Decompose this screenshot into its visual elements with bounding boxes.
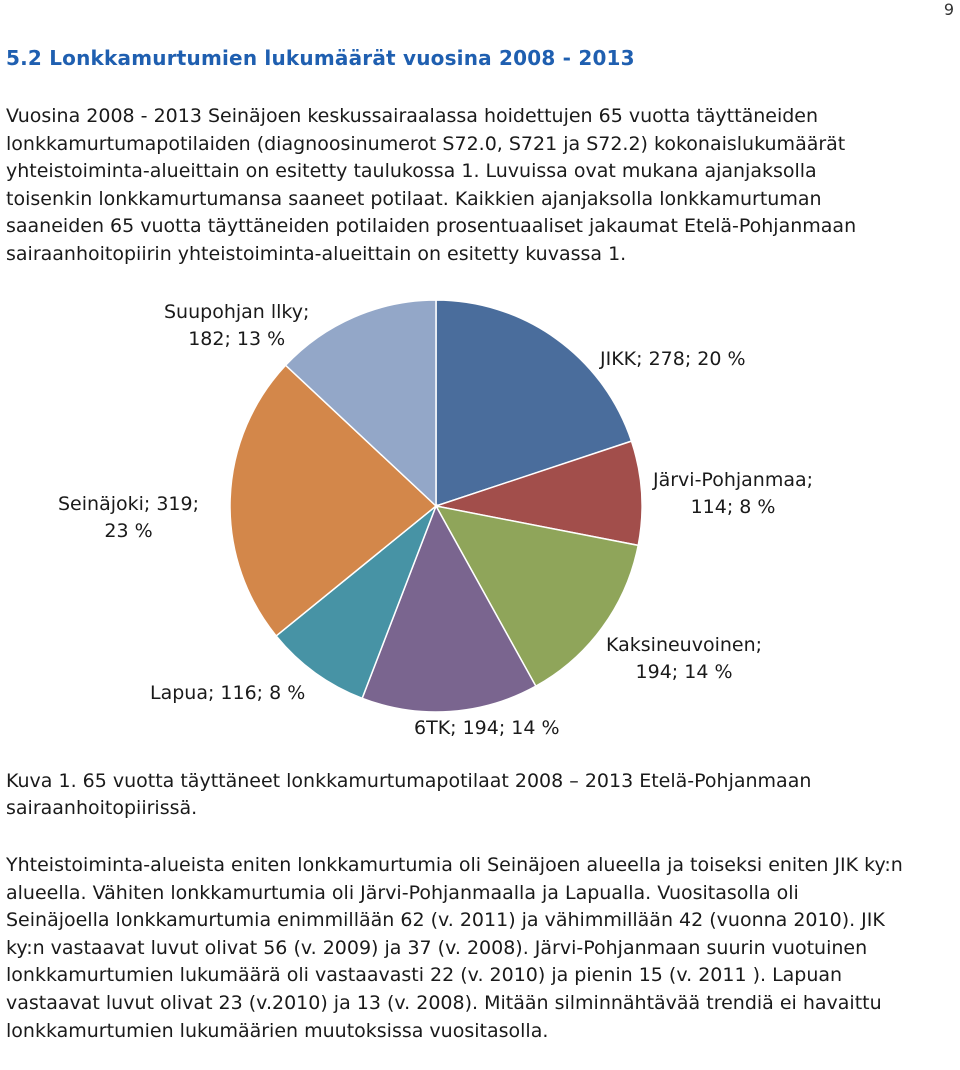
intro-paragraph: Vuosina 2008 - 2013 Seinäjoen keskussairaalassa hoidettujen 65 vuotta täyttäneiden lonkkamurtumapotilaiden (diagnoosinumerot S72.0, S721 ja S72.2) kokonaislukumäärät yhteistoiminta-alueittain on esitetty taulukossa 1. Luvuissa ovat mukana ajanjaksolla toisenkin lonkkamurtumansa saaneet potilaat. Kaikkien ajanjaksolla lonkkamurtuman saaneiden 65 vuotta täyttäneiden potilaiden prosentuaaliset jakaumat Etelä-Pohjanmaan sairaanhoitopiirin yhteistoiminta-alueittain on esitetty kuvassa 1. — [6, 105, 857, 265]
slice-label-jikk: JIKK; 278; 20 % — [600, 348, 746, 370]
slice-label-jarvi-pohjanmaa: Järvi-Pohjanmaa; 114; 8 % — [653, 469, 814, 518]
slice-label-kaksineuvoinen: Kaksineuvoinen; 194; 14 % — [606, 634, 763, 683]
page-number: 9 — [943, 0, 954, 19]
slice-label-suupohjan-llky: Suupohjan llky; 182; 13 % — [164, 301, 310, 350]
slice-label-lapua: Lapua; 116; 8 % — [150, 682, 306, 704]
results-paragraph: Yhteistoiminta-alueista eniten lonkkamurtumia oli Seinäjoen alueella ja toiseksi eniten JIK ky:n alueella. Vähiten lonkkamurtumia oli Järvi-Pohjanmaalla ja Lapualla. Vuositasolla oli Seinäjoella lonkkamurtumia enimmillään 62 (v. 2011) ja vähimmillään 42 (vuonna 2010). JIK ky:n vastaavat luvut olivat 56 (v. 2009) ja 37 (v. 2008). Järvi-Pohjanmaan suurin vuotuinen lonkkamurtumien lukumäärä oli vastaavasti 22 (v. 2010) ja pienin 15 (v. 2011 ). Lapuan vastaavat luvut olivat 23 (v.2010) ja 13 (v. 2008). Mitään silminnähtävää trendiä ei havaittu lonkkamurtumien lukumäärien muutoksissa vuositasolla. — [6, 854, 903, 1042]
section-heading: 5.2 Lonkkamurtumien lukumäärät vuosina 2008 - 2013 — [6, 46, 635, 70]
slice-label-seinajoki: Seinäjoki; 319; 23 % — [58, 493, 200, 542]
slice-label-6tk: 6TK; 194; 14 % — [414, 717, 560, 739]
figure-caption: Kuva 1. 65 vuotta täyttäneet lonkkamurtumapotilaat 2008 – 2013 Etelä-Pohjanmaan sairaanhoitopiirissä. — [6, 770, 812, 819]
